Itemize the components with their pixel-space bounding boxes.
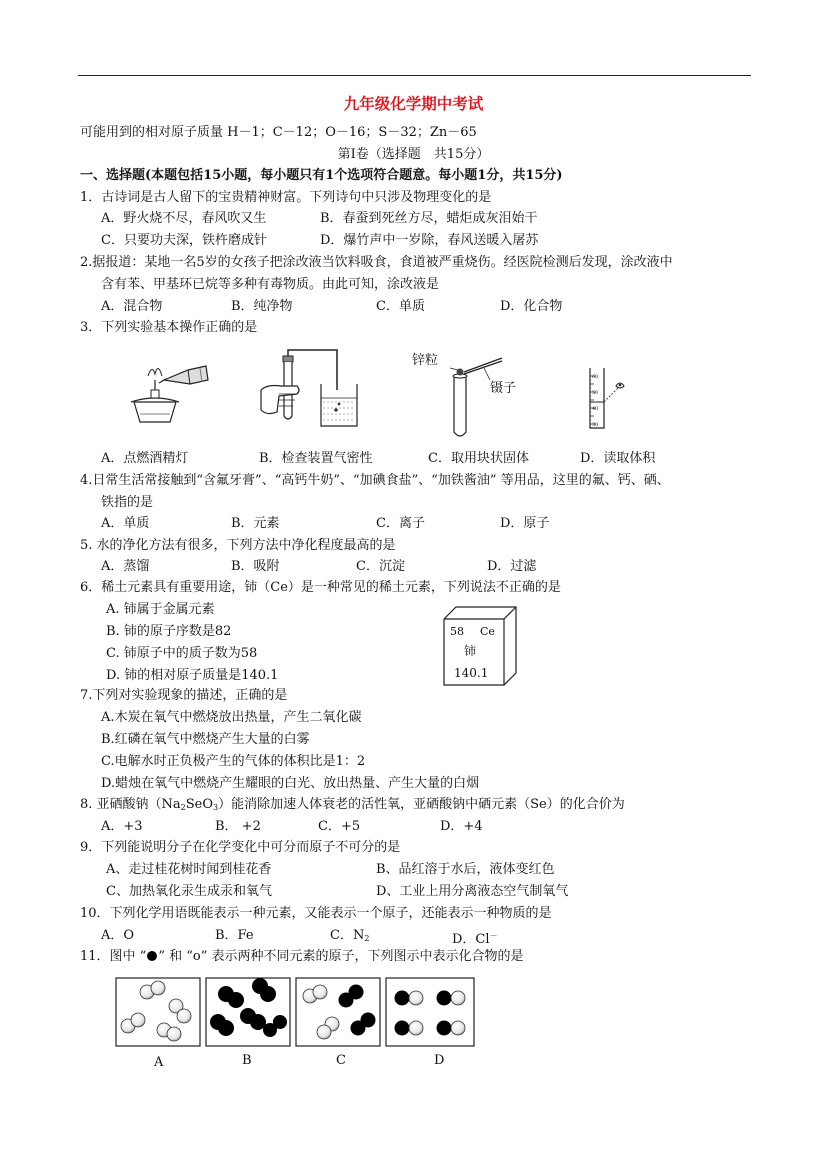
cell-atomic-number: 58 (450, 625, 464, 638)
q7-option-c: C.电解水时正负极产生的气体的体积比是1：2 (101, 754, 366, 769)
page-title: 九年级化学期中考试 (343, 94, 484, 113)
q4-stem-line1: 4.日常生活常接触到“含氟牙膏”、“高钙牛奶”、“加碘食盐”、“加铁酱油” 等用品，这里的氟、钙、硒、 (80, 473, 670, 488)
q6-option-c: C. 铈原子中的质子数为58 (106, 646, 258, 661)
q4-option-d: D．原子 (500, 516, 550, 531)
q3-stem: 3．下列实验基本操作正确的是 (80, 320, 258, 335)
q6-option-a: A. 铈属于金属元素 (106, 602, 215, 617)
q9-option-d: D、工业上用分离液态空气制氧气 (376, 884, 569, 899)
q10-option-a: A．O (101, 928, 135, 943)
q8-option-a: A．+3 (101, 819, 143, 834)
q2-option-c: C．单质 (376, 299, 425, 314)
q6-stem: 6．稀土元素具有重要用途，铈（Ce）是一种常见的稀土元素，下列说法不正确的是 (80, 580, 561, 595)
q10-c-sub: 2 (364, 934, 370, 943)
q1-option-c: C．只要功夫深，铁杵磨成针 (101, 233, 267, 248)
q5-option-d: D．过滤 (487, 559, 537, 574)
q1-option-b: B．春蚕到死丝方尽，蜡炬成灰泪始干 (320, 211, 538, 226)
atomic-mass-line: 可能用到的相对原子质量 H－1；C－12；O－16；S－32；Zn－65 (80, 125, 477, 140)
q5-option-b: B．吸附 (231, 559, 280, 574)
q5-option-a: A．蒸馏 (101, 559, 150, 574)
q10-c-text: C．N (330, 928, 365, 943)
q10-option-c (330, 927, 369, 948)
q9-option-c: C、加热氧化汞生成汞和氧气 (106, 884, 272, 899)
q8-option-d: D．+4 (440, 819, 483, 834)
q8-stem (80, 796, 625, 817)
q4-option-b: B．元素 (231, 516, 280, 531)
q10-option-b: B．Fe (215, 928, 254, 943)
q5-option-c: C．沉淀 (356, 559, 405, 574)
q10-stem: 10．下列化学用语既能表示一种元素，又能表示一个原子，还能表示一种物质的是 (80, 906, 552, 921)
q8-stem-post: ）能消除加速人体衰老的活性氧，亚硒酸钠中硒元素（Se）的化合价为 (218, 797, 625, 812)
q3-option-b: B．检查装置气密性 (259, 451, 373, 466)
q1-option-a: A．野火烧不尽，春风吹又生 (101, 211, 267, 226)
q2-option-d: D．化合物 (500, 299, 563, 314)
q11-stem (80, 948, 524, 966)
cell-symbol: Ce (480, 625, 495, 638)
diagram-label-a: A (154, 1055, 164, 1070)
diagram-label-c: C (336, 1053, 346, 1068)
q8-sub2: 3 (213, 803, 219, 812)
tweezers-label: 镊子 (490, 381, 517, 396)
graduated-cylinder-figure (582, 366, 632, 432)
q4-option-c: C．离子 (376, 516, 425, 531)
q2-stem-line2: 含有苯、甲基环已烷等多种有毒物质。由此可知，涂改液是 (101, 277, 440, 292)
q7-option-a: A.木炭在氧气中燃烧放出热量，产生二氧化碳 (101, 710, 362, 725)
q6-option-d: D. 铈的相对原子质量是140.1 (106, 668, 279, 683)
q2-option-b: B．纯净物 (231, 299, 293, 314)
q7-option-d: D.蜡烛在氧气中燃烧产生耀眼的白光、放出热量、产生大量的白烟 (101, 776, 480, 791)
alcohol-lamp-figure (126, 360, 216, 430)
q10-d-sup: － (489, 931, 498, 940)
q8-stem-mid: SeO (185, 797, 214, 812)
q3-option-c: C．取用块状固体 (428, 451, 529, 466)
diagram-label-b: B (242, 1053, 252, 1068)
zinc-tweezers-figure (440, 358, 510, 440)
q9-stem: 9．下列能说明分子在化学变化中可分而原子不可分的是 (80, 840, 401, 855)
cyl-tick-40: 40 (592, 406, 599, 412)
cyl-tick-60: 60 (592, 374, 599, 380)
q10-option-d (452, 927, 498, 949)
cell-name: 铈 (464, 644, 477, 658)
cyl-tick-30: 30 (592, 422, 599, 428)
q1-stem: 1．古诗词是古人留下的宝贵精神财富。下列诗句中只涉及物理变化的是 (80, 190, 492, 205)
airtightness-figure (257, 350, 367, 432)
q5-stem: 5. 水的净化方法有很多，下列方法中净化程度最高的是 (80, 538, 396, 553)
q6-option-b: B. 铈的原子序数是82 (106, 624, 232, 639)
top-rule (78, 75, 751, 76)
molecule-diagrams (114, 976, 478, 1072)
q11-stem-pre: 11．图中 “ (80, 949, 147, 964)
diagram-label-d: D (434, 1053, 445, 1068)
q9-option-b: B、品红溶于水后，液体变红色 (376, 862, 555, 877)
q4-stem-line2: 铁指的是 (101, 495, 154, 510)
volume-title: 第Ⅰ卷（选择题 共15分） (337, 147, 490, 162)
q3-option-a: A．点燃酒精灯 (101, 451, 189, 466)
q7-stem: 7.下列对实验现象的描述，正确的是 (80, 688, 288, 703)
cell-mass: 140.1 (454, 666, 489, 680)
cerium-element-cell (440, 603, 520, 689)
q2-stem-line1: 2.据报道：某地一名5岁的女孩子把涂改液当饮料吸食，食道被严重烧伤。经医院检测后发现，涂改液中 (80, 255, 673, 270)
q3-option-d: D．读取体积 (580, 451, 656, 466)
black-atom-icon (147, 951, 157, 961)
q1-option-d: D．爆竹声中一岁除，春风送暖入屠苏 (320, 233, 539, 248)
q11-stem-mid: ” 和 “o” 表示两种不同元素的原子，下列图示中表示化合物的是 (158, 949, 524, 964)
section-heading: 一、选择题(本题包括15小题，每小题只有1个选项符合题意。每小题1分，共15分) (80, 168, 563, 183)
q9-option-a: A、走过桂花树时闻到桂花香 (106, 862, 272, 877)
q10-d-text: D．Cl (452, 932, 490, 947)
q8-option-c: C．+5 (318, 819, 361, 834)
q8-stem-pre: 8. 亚硒酸钠（Na (80, 797, 181, 812)
cyl-tick-50: 50 (592, 390, 599, 396)
q8-option-b: B． +2 (215, 819, 261, 834)
q4-option-a: A．单质 (101, 516, 150, 531)
q8-sub1: 2 (180, 803, 186, 812)
zinc-label: 锌粒 (412, 353, 439, 368)
q7-option-b: B.红磷在氧气中燃烧产生大量的白雾 (101, 732, 310, 747)
q2-option-a: A．混合物 (101, 299, 163, 314)
